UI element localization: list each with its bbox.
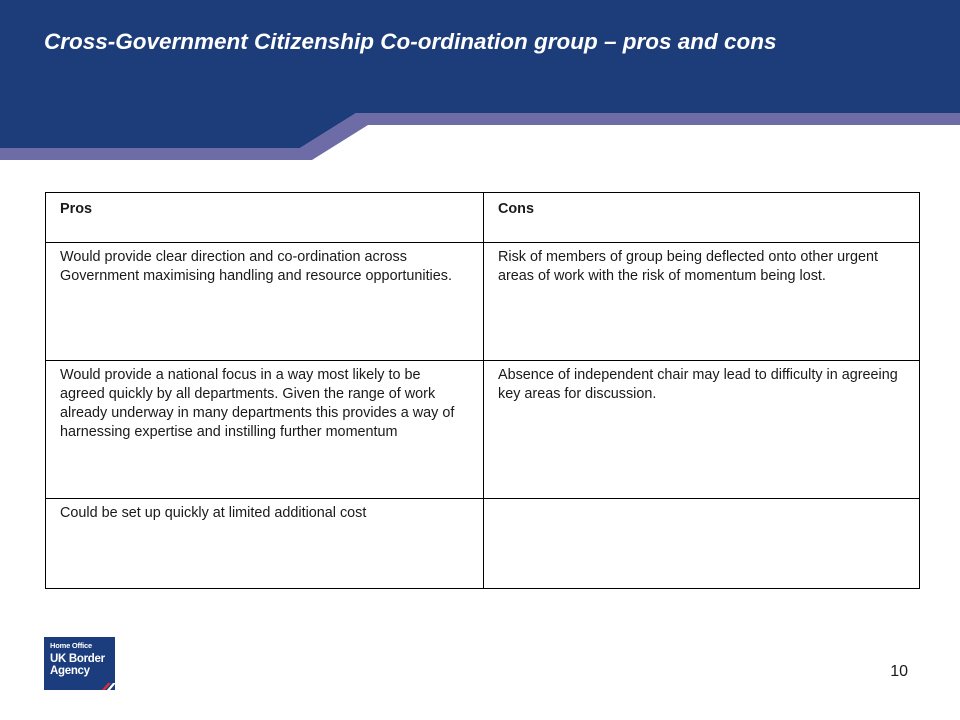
con-cell: Absence of independent chair may lead to difficulty in agreeing key areas for discussion. [484,361,920,499]
pro-cell: Could be set up quickly at limited additional cost [46,499,484,589]
pros-cons-table [45,192,920,589]
table-header-row [46,193,920,243]
header-banner [0,0,960,170]
banner-navy [0,0,960,148]
uk-border-agency-logo [44,637,115,690]
pro-cell: Would provide clear direction and co-ordination across Government maximising handling and resource opportunities. [46,243,484,361]
logo-uk-border: UK Border [50,653,105,665]
con-cell [484,499,920,589]
table-row [46,361,920,499]
con-cell: Risk of members of group being deflected onto other urgent areas of work with the risk of momentum being lost. [484,243,920,361]
cons-header: Cons [484,193,920,243]
logo-home-office: Home Office [50,641,92,650]
page-number: 10 [890,663,908,680]
pros-header: Pros [46,193,484,243]
pro-cell: Would provide a national focus in a way most likely to be agreed quickly by all departments. Given the range of work already underway in many departments this provides a way of harnessing expertise and instilling further momentum [46,361,484,499]
slide-title: Cross-Government Citizenship Co-ordination group – pros and cons [44,29,777,54]
logo-agency: Agency [50,665,90,677]
table-row [46,499,920,589]
table-row [46,243,920,361]
